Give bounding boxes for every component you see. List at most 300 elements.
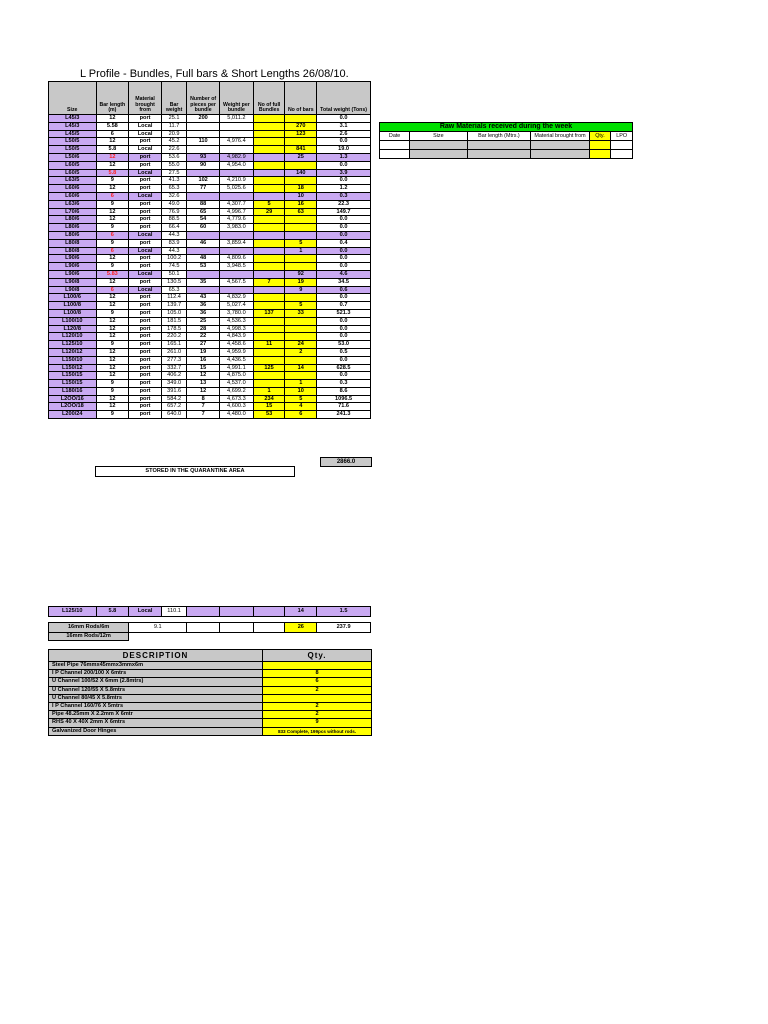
cell-material-from: port	[129, 208, 162, 216]
cell-weight-per-bundle	[219, 146, 253, 154]
description-item: U Channel 80/45 X 5.8mtrs	[49, 694, 263, 702]
cell-bar-weight: 100.2	[161, 255, 186, 263]
cell-total-weight: 1.2	[317, 185, 371, 193]
cell-weight-per-bundle: 4,307.7	[219, 200, 253, 208]
table-row	[49, 387, 371, 395]
cell-bar-weight: 178.5	[161, 325, 186, 333]
cell-bar-length: 12	[96, 216, 129, 224]
cell-total-weight: 0.7	[317, 302, 371, 310]
cell-size: L180/16	[49, 387, 97, 395]
cell-material-from: port	[129, 161, 162, 169]
cell-material-from: port	[129, 325, 162, 333]
cell-total-weight: 0.0	[317, 177, 371, 185]
header-bar-weight: Bar weight	[161, 82, 186, 115]
extra-bar-length: 5.8	[96, 607, 129, 617]
cell-total-weight: 22.3	[317, 200, 371, 208]
cell-material-from: port	[129, 294, 162, 302]
cell-full-bundles	[253, 302, 285, 310]
cell-size: L150/10	[49, 356, 97, 364]
cell-full-bundles	[253, 122, 285, 130]
raw-cell[interactable]	[611, 150, 633, 159]
list-item	[49, 678, 372, 686]
cell-bar-weight: 55.0	[161, 161, 186, 169]
table-row	[49, 633, 371, 641]
cell-no-of-bars: 4	[285, 403, 317, 411]
cell-size: L2OO/16	[49, 395, 97, 403]
cell-weight-per-bundle: 4,843.9	[219, 333, 253, 341]
cell-material-from: Local	[129, 192, 162, 200]
cell-size: L120/10	[49, 333, 97, 341]
cell-full-bundles	[253, 146, 285, 154]
raw-header-material-from: Material brought from	[531, 132, 589, 141]
list-item	[49, 670, 372, 678]
rods-cell	[285, 633, 317, 641]
cell-size: L100/10	[49, 317, 97, 325]
raw-cell[interactable]	[589, 141, 611, 150]
table-row	[49, 216, 371, 224]
cell-pieces-per-bundle	[187, 286, 220, 294]
cell-bar-weight: 11.7	[161, 122, 186, 130]
cell-no-of-bars: 24	[285, 341, 317, 349]
cell-no-of-bars: 5	[285, 239, 317, 247]
cell-bar-length: 6	[96, 231, 129, 239]
raw-cell[interactable]	[467, 150, 531, 159]
cell-weight-per-bundle: 3,780.0	[219, 309, 253, 317]
cell-total-weight: 4.6	[317, 270, 371, 278]
cell-total-weight: 8.6	[317, 387, 371, 395]
table-row	[49, 255, 371, 263]
table-row	[49, 122, 371, 130]
cell-bar-length: 6	[96, 286, 129, 294]
cell-no-of-bars: 9	[285, 286, 317, 294]
raw-cell[interactable]	[531, 150, 589, 159]
list-item	[49, 686, 372, 694]
cell-no-of-bars: 10	[285, 192, 317, 200]
list-item	[49, 711, 372, 719]
cell-weight-per-bundle: 5,027.4	[219, 302, 253, 310]
cell-material-from: port	[129, 341, 162, 349]
cell-full-bundles	[253, 247, 285, 255]
description-item: Steel Pipe 76mmx45mmx3mmx6m	[49, 662, 263, 670]
cell-no-of-bars: 841	[285, 146, 317, 154]
cell-full-bundles: 5	[253, 200, 285, 208]
table-row	[49, 341, 371, 349]
cell-size: L50/5	[49, 138, 97, 146]
table-row	[49, 325, 371, 333]
list-item	[49, 727, 372, 735]
description-qty: 9	[263, 719, 372, 727]
raw-cell[interactable]	[531, 141, 589, 150]
cell-bar-weight: 261.0	[161, 348, 186, 356]
cell-total-weight: 0.0	[317, 333, 371, 341]
cell-pieces-per-bundle: 43	[187, 294, 220, 302]
cell-size: L90/6	[49, 255, 97, 263]
raw-materials-title: Raw Materials received during the week	[380, 123, 633, 132]
cell-pieces-per-bundle: 36	[187, 302, 220, 310]
cell-weight-per-bundle: 4,982.9	[219, 153, 253, 161]
rods-cell	[220, 633, 254, 641]
description-qty	[263, 694, 372, 702]
description-item: I P Channel 200/100 X 6mtrs	[49, 670, 263, 678]
cell-no-of-bars: 1	[285, 380, 317, 388]
cell-no-of-bars	[285, 294, 317, 302]
cell-full-bundles	[253, 317, 285, 325]
cell-bar-length: 12	[96, 302, 129, 310]
raw-cell[interactable]	[410, 150, 467, 159]
table-row	[49, 185, 371, 193]
cell-bar-length: 12	[96, 356, 129, 364]
cell-bar-weight: 32.6	[161, 192, 186, 200]
rods-cell	[253, 633, 285, 641]
cell-bar-weight: 25.1	[161, 115, 186, 123]
cell-no-of-bars: 123	[285, 130, 317, 138]
cell-full-bundles: 15	[253, 403, 285, 411]
cell-weight-per-bundle: 4,996.7	[219, 208, 253, 216]
cell-bar-weight: 220.2	[161, 333, 186, 341]
description-qty: 2	[263, 686, 372, 694]
cell-bar-length: 12	[96, 161, 129, 169]
cell-full-bundles	[253, 169, 285, 177]
cell-bar-length: 9	[96, 341, 129, 349]
cell-material-from: port	[129, 185, 162, 193]
extra-bar-weight: 110.1	[161, 607, 186, 617]
cell-bar-weight: 44.3	[161, 231, 186, 239]
header-bar-length: Bar length (m)	[96, 82, 129, 115]
cell-material-from: port	[129, 356, 162, 364]
cell-bar-length: 12	[96, 255, 129, 263]
cell-pieces-per-bundle: 22	[187, 333, 220, 341]
cell-weight-per-bundle: 4,210.9	[219, 177, 253, 185]
cell-total-weight: 0.0	[317, 216, 371, 224]
cell-total-weight: 0.0	[317, 138, 371, 146]
table-row	[49, 263, 371, 271]
description-qty	[263, 662, 372, 670]
header-no-of-bars: No of bars	[285, 82, 317, 115]
cell-pieces-per-bundle: 93	[187, 153, 220, 161]
cell-no-of-bars: 2	[285, 348, 317, 356]
cell-weight-per-bundle	[219, 270, 253, 278]
cell-bar-length: 9	[96, 380, 129, 388]
cell-material-from: port	[129, 263, 162, 271]
description-qty: 8	[263, 670, 372, 678]
cell-full-bundles	[253, 333, 285, 341]
cell-size: L120/12	[49, 348, 97, 356]
cell-pieces-per-bundle: 12	[187, 387, 220, 395]
qty-header: Qty.	[263, 650, 372, 662]
cell-weight-per-bundle	[219, 286, 253, 294]
cell-full-bundles	[253, 185, 285, 193]
cell-pieces-per-bundle: 46	[187, 239, 220, 247]
cell-pieces-per-bundle: 7	[187, 411, 220, 419]
cell-pieces-per-bundle	[187, 130, 220, 138]
table-header-row	[49, 82, 371, 115]
cell-total-weight: 1.3	[317, 153, 371, 161]
table-row	[49, 364, 371, 372]
cell-bar-length: 12	[96, 138, 129, 146]
cell-size: L125/10	[49, 341, 97, 349]
cell-weight-per-bundle: 4,567.5	[219, 278, 253, 286]
description-header: DESCRIPTION	[49, 650, 263, 662]
cell-bar-length: 12	[96, 185, 129, 193]
cell-material-from: port	[129, 403, 162, 411]
table-row	[49, 348, 371, 356]
cell-bar-length: 12	[96, 333, 129, 341]
cell-pieces-per-bundle: 28	[187, 325, 220, 333]
cell-pieces-per-bundle: 25	[187, 317, 220, 325]
cell-bar-length: 12	[96, 115, 129, 123]
cell-pieces-per-bundle: 200	[187, 115, 220, 123]
cell-no-of-bars: 270	[285, 122, 317, 130]
cell-full-bundles: 7	[253, 278, 285, 286]
cell-material-from: port	[129, 364, 162, 372]
cell-no-of-bars: 10	[285, 387, 317, 395]
cell-pieces-per-bundle	[187, 192, 220, 200]
extra-total-weight: 1.5	[317, 607, 371, 617]
table-row	[49, 403, 371, 411]
cell-size: L60/6	[49, 192, 97, 200]
cell-no-of-bars	[285, 333, 317, 341]
rods-12m-label: 16mm Rods/12m	[49, 633, 129, 641]
cell-total-weight: 0.0	[317, 231, 371, 239]
cell-bar-length: 9	[96, 239, 129, 247]
cell-bar-weight: 112.4	[161, 294, 186, 302]
cell-bar-weight: 105.0	[161, 309, 186, 317]
cell-size: L200/24	[49, 411, 97, 419]
cell-bar-weight: 83.9	[161, 239, 186, 247]
rods-cell	[129, 633, 187, 641]
cell-total-weight: 241.3	[317, 411, 371, 419]
cell-bar-weight: 76.9	[161, 208, 186, 216]
cell-weight-per-bundle: 4,954.0	[219, 161, 253, 169]
cell-size: L150/15	[49, 372, 97, 380]
cell-bar-weight: 165.1	[161, 341, 186, 349]
cell-pieces-per-bundle: 19	[187, 348, 220, 356]
cell-bar-weight: 88.5	[161, 216, 186, 224]
table-row	[49, 231, 371, 239]
cell-bar-weight: 44.3	[161, 247, 186, 255]
cell-bar-length: 9	[96, 309, 129, 317]
cell-no-of-bars: 19	[285, 278, 317, 286]
cell-bar-weight: 349.0	[161, 380, 186, 388]
cell-pieces-per-bundle: 48	[187, 255, 220, 263]
cell-material-from: port	[129, 380, 162, 388]
list-item	[49, 703, 372, 711]
cell-bar-length: 9	[96, 263, 129, 271]
cell-bar-weight: 391.6	[161, 387, 186, 395]
cell-pieces-per-bundle: 102	[187, 177, 220, 185]
cell-full-bundles	[253, 325, 285, 333]
raw-cell[interactable]	[467, 141, 531, 150]
cell-pieces-per-bundle	[187, 231, 220, 239]
quarantine-note: STORED IN THE QUARANTINE AREA	[95, 466, 295, 477]
description-item: Pipe 48.25mm X 2.2mm X 6mtr	[49, 711, 263, 719]
header-total-weight: Total weight (Tons)	[317, 82, 371, 115]
cell-no-of-bars: 92	[285, 270, 317, 278]
description-item: RHS 40 X 40X 2mm X 6mtrs	[49, 719, 263, 727]
cell-full-bundles: 53	[253, 411, 285, 419]
raw-cell[interactable]	[410, 141, 467, 150]
raw-cell[interactable]	[380, 141, 410, 150]
cell-weight-per-bundle: 3,983.0	[219, 224, 253, 232]
cell-no-of-bars: 25	[285, 153, 317, 161]
rods-6m-weight: 9.1	[129, 623, 187, 633]
cell-no-of-bars	[285, 263, 317, 271]
cell-pieces-per-bundle: 53	[187, 263, 220, 271]
cell-material-from: port	[129, 395, 162, 403]
cell-bar-weight: 53.6	[161, 153, 186, 161]
cell-total-weight: 149.7	[317, 208, 371, 216]
cell-bar-length: 5.58	[96, 122, 129, 130]
cell-total-weight: 628.5	[317, 364, 371, 372]
cell-bar-weight: 130.5	[161, 278, 186, 286]
cell-material-from: port	[129, 115, 162, 123]
cell-total-weight: 0.3	[317, 192, 371, 200]
cell-pieces-per-bundle: 8	[187, 395, 220, 403]
raw-header-lpo: LPO	[611, 132, 633, 141]
cell-bar-weight: 65.3	[161, 286, 186, 294]
cell-bar-weight: 65.3	[161, 185, 186, 193]
cell-pieces-per-bundle: 88	[187, 200, 220, 208]
cell-total-weight: 0.0	[317, 325, 371, 333]
description-item: U Channel 100/52 X 6mm (2.8mtrs)	[49, 678, 263, 686]
cell-no-of-bars	[285, 177, 317, 185]
list-item	[49, 694, 372, 702]
cell-bar-length: 12	[96, 278, 129, 286]
list-item	[49, 719, 372, 727]
cell-pieces-per-bundle	[187, 169, 220, 177]
cell-bar-length: 5.83	[96, 270, 129, 278]
cell-weight-per-bundle	[219, 247, 253, 255]
description-qty: 2	[263, 703, 372, 711]
cell-no-of-bars	[285, 161, 317, 169]
raw-cell[interactable]	[611, 141, 633, 150]
cell-no-of-bars	[285, 138, 317, 146]
rods-cell	[187, 633, 220, 641]
rods-cell	[253, 623, 285, 633]
extra-material-from: Local	[129, 607, 162, 617]
cell-weight-per-bundle: 4,959.9	[219, 348, 253, 356]
cell-pieces-per-bundle: 77	[187, 185, 220, 193]
cell-material-from: Local	[129, 247, 162, 255]
cell-no-of-bars: 1	[285, 247, 317, 255]
raw-header-date: Date	[380, 132, 410, 141]
cell-size: L60/5	[49, 169, 97, 177]
cell-bar-weight: 41.3	[161, 177, 186, 185]
table-row	[49, 146, 371, 154]
table-row	[49, 130, 371, 138]
cell-size: L70/6	[49, 208, 97, 216]
table-row	[49, 200, 371, 208]
cell-size: L80/6	[49, 216, 97, 224]
cell-pieces-per-bundle: 36	[187, 309, 220, 317]
cell-total-weight: 19.0	[317, 146, 371, 154]
description-item: Galvanized Door Hinges	[49, 727, 263, 735]
cell-pieces-per-bundle: 13	[187, 380, 220, 388]
cell-weight-per-bundle: 4,991.1	[219, 364, 253, 372]
cell-size: L150/12	[49, 364, 97, 372]
rods-6m-bars: 26	[285, 623, 317, 633]
raw-cell[interactable]	[380, 150, 410, 159]
cell-bar-weight: 66.4	[161, 224, 186, 232]
cell-pieces-per-bundle: 90	[187, 161, 220, 169]
description-item: U Channel 120/55 X 5.8mtrs	[49, 686, 263, 694]
extra-size: L125/10	[49, 607, 97, 617]
cell-pieces-per-bundle: 60	[187, 224, 220, 232]
cell-size: L80/8	[49, 247, 97, 255]
cell-bar-length: 6	[96, 130, 129, 138]
cell-material-from: port	[129, 348, 162, 356]
extra-row-table	[48, 606, 371, 617]
cell-total-weight: 3.1	[317, 122, 371, 130]
cell-material-from: port	[129, 153, 162, 161]
stock-table	[48, 81, 371, 419]
cell-bar-length: 12	[96, 294, 129, 302]
table-row	[49, 192, 371, 200]
cell-size: L100/6	[49, 294, 97, 302]
cell-weight-per-bundle: 4,600.3	[219, 403, 253, 411]
cell-size: L63/5	[49, 177, 97, 185]
cell-full-bundles	[253, 270, 285, 278]
cell-bar-length: 12	[96, 153, 129, 161]
cell-size: L100/8	[49, 309, 97, 317]
cell-bar-length: 12	[96, 364, 129, 372]
cell-bar-length: 9	[96, 411, 129, 419]
cell-no-of-bars	[285, 115, 317, 123]
raw-cell[interactable]	[589, 150, 611, 159]
table-row	[49, 169, 371, 177]
table-row	[49, 623, 371, 633]
cell-full-bundles	[253, 192, 285, 200]
raw-empty-row	[380, 141, 633, 150]
cell-size: L90/6	[49, 263, 97, 271]
cell-material-from: Local	[129, 231, 162, 239]
cell-full-bundles	[253, 239, 285, 247]
rods-cell	[187, 623, 220, 633]
cell-pieces-per-bundle	[187, 270, 220, 278]
cell-bar-weight: 406.2	[161, 372, 186, 380]
raw-empty-row	[380, 150, 633, 159]
cell-size: L50/6	[49, 153, 97, 161]
table-row	[49, 286, 371, 294]
cell-bar-length: 12	[96, 395, 129, 403]
extra-pieces	[187, 607, 220, 617]
cell-size: L45/3	[49, 122, 97, 130]
cell-no-of-bars	[285, 231, 317, 239]
cell-total-weight: 0.0	[317, 263, 371, 271]
table-row	[49, 317, 371, 325]
table-row	[49, 115, 371, 123]
cell-bar-weight: 45.2	[161, 138, 186, 146]
cell-weight-per-bundle: 5,025.6	[219, 185, 253, 193]
cell-no-of-bars	[285, 255, 317, 263]
cell-full-bundles	[253, 216, 285, 224]
cell-bar-length: 12	[96, 348, 129, 356]
cell-material-from: port	[129, 138, 162, 146]
cell-full-bundles	[253, 115, 285, 123]
cell-full-bundles: 1	[253, 387, 285, 395]
table-row	[49, 177, 371, 185]
cell-weight-per-bundle: 4,536.3	[219, 317, 253, 325]
cell-weight-per-bundle: 3,948.5	[219, 263, 253, 271]
cell-weight-per-bundle: 4,998.3	[219, 325, 253, 333]
cell-no-of-bars: 5	[285, 302, 317, 310]
cell-weight-per-bundle	[219, 130, 253, 138]
cell-full-bundles	[253, 286, 285, 294]
cell-full-bundles	[253, 263, 285, 271]
cell-weight-per-bundle: 3,859.4	[219, 239, 253, 247]
cell-material-from: port	[129, 302, 162, 310]
cell-bar-length: 9	[96, 387, 129, 395]
